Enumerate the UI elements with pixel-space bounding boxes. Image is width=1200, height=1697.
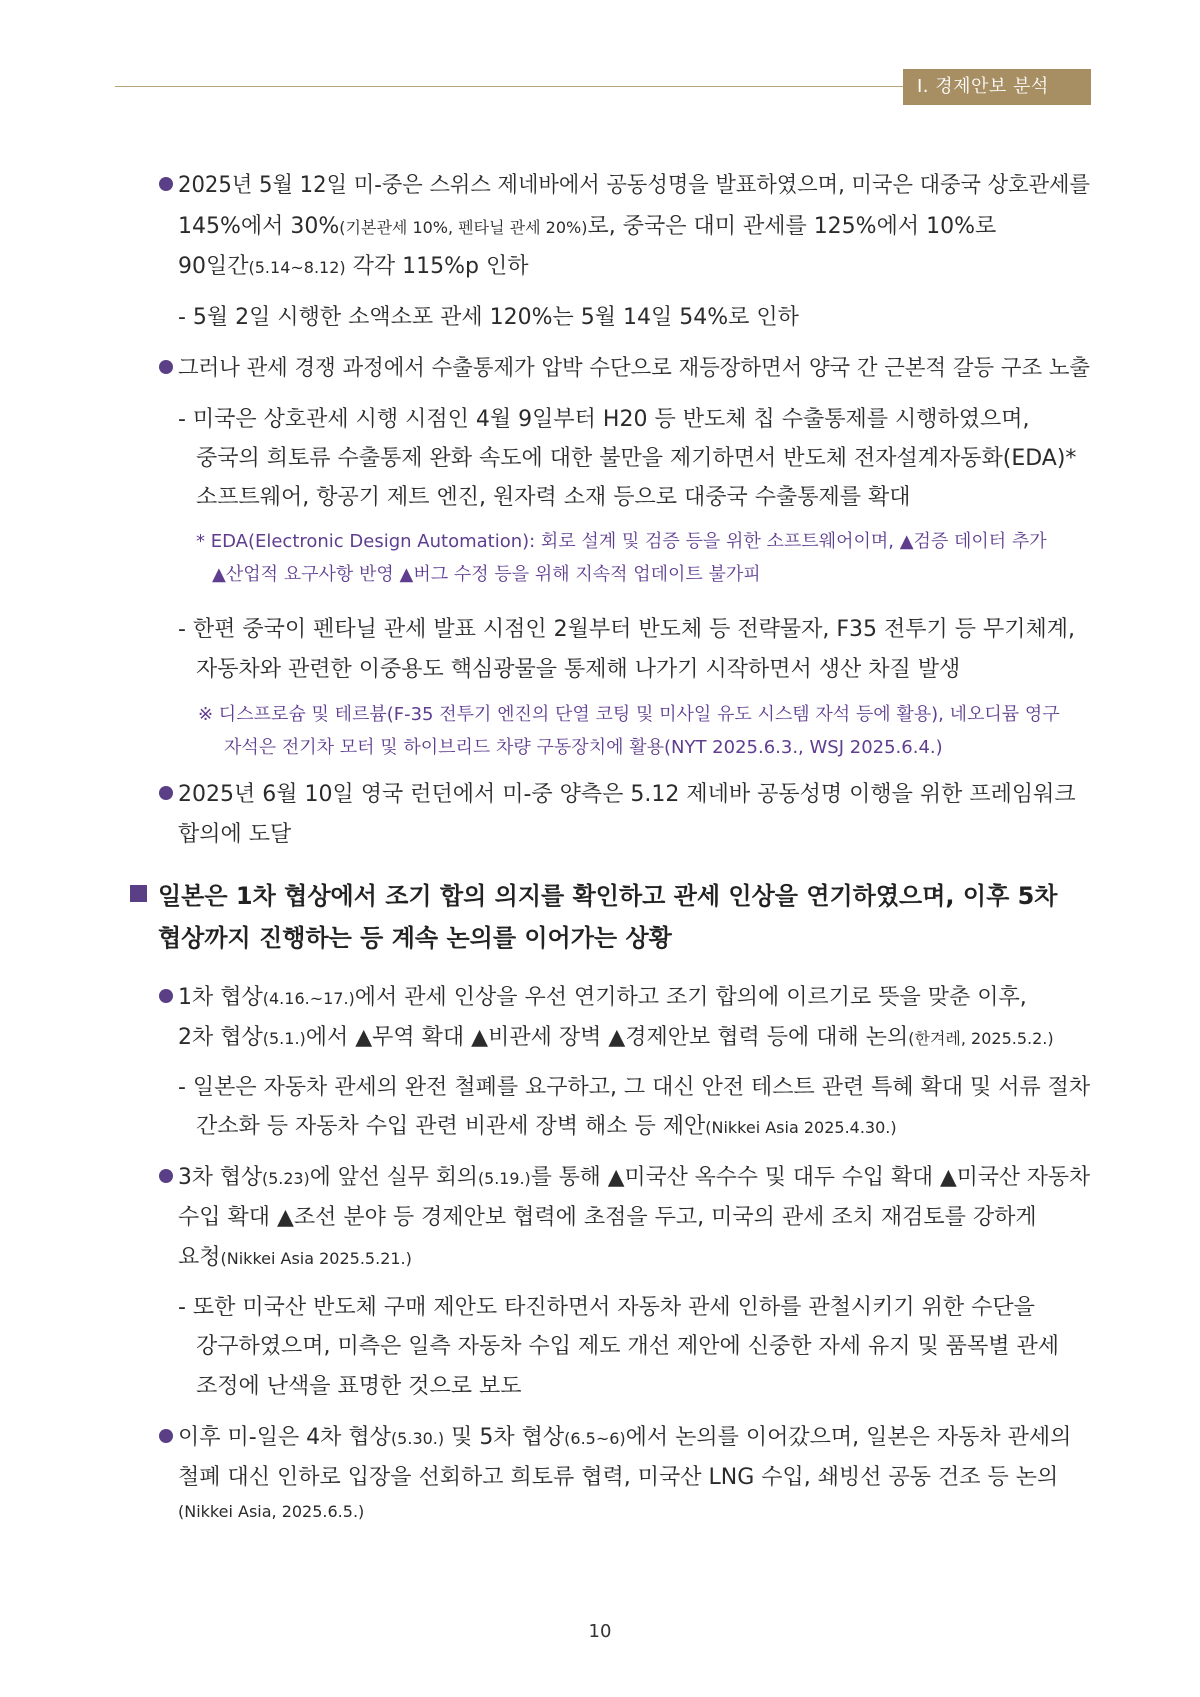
footnote: ▲산업적 요구사항 반영 ▲버그 수정 등을 위해 지속적 업데이트 불가피 bbox=[212, 564, 761, 585]
text: 이후 미-일은 4차 협상 bbox=[178, 1425, 391, 1450]
inline-note: (4.16.~17.) bbox=[262, 989, 355, 1008]
citation: (Nikkei Asia, 2025.6.5.) bbox=[178, 1502, 365, 1521]
paragraph-line: 그러나 관세 경쟁 과정에서 수출통제가 압박 수단으로 재등장하면서 양국 간 근본적 갈등 구조 노출 bbox=[178, 356, 1091, 381]
inline-note: (한겨레, 2025.5.2.) bbox=[908, 1029, 1054, 1048]
paragraph-line bbox=[178, 1420, 1071, 1451]
bullet-dot bbox=[159, 786, 173, 800]
paragraph-line bbox=[178, 1240, 412, 1271]
dash-item: 중국의 희토류 수출통제 완화 속도에 대한 불만을 제기하면서 반도체 전자설계자동화(EDA)* bbox=[196, 446, 1077, 471]
dash-item: - 5월 2일 시행한 소액소포 관세 120%는 5월 14일 54%로 인하 bbox=[178, 305, 799, 330]
text: 에 앞선 실무 회의 bbox=[309, 1165, 478, 1190]
section-heading: 협상까지 진행하는 등 계속 논의를 이어가는 상황 bbox=[158, 924, 672, 952]
inline-note: (5.30.) bbox=[390, 1429, 445, 1448]
text: 간소화 등 자동차 수입 관련 비관세 장벽 해소 등 제안 bbox=[196, 1114, 706, 1139]
text: 1차 협상 bbox=[178, 985, 263, 1010]
heading-square-icon bbox=[130, 885, 147, 902]
text: 에서 ▲무역 확대 ▲비관세 장벽 ▲경제안보 협력 등에 대해 논의 bbox=[305, 1025, 909, 1050]
dash-item: - 또한 미국산 반도체 구매 제안도 타진하면서 자동차 관세 인하를 관철시키기 위한 수단을 bbox=[178, 1295, 1035, 1320]
footnote: * EDA(Electronic Design Automation): 회로 설계 및 검증 등을 위한 소프트웨어이며, ▲검증 데이터 추가 bbox=[196, 531, 1047, 552]
text: 에서 논의를 이어갔으며, 일본은 자동차 관세의 bbox=[625, 1425, 1072, 1450]
paragraph-line bbox=[178, 980, 1027, 1011]
bullet-dot bbox=[159, 360, 173, 374]
inline-note: (5.23) bbox=[262, 1169, 310, 1188]
reference-note: 자석은 전기차 모터 및 하이브리드 차량 구동장치에 활용(NYT 2025.6.3., WSJ 2025.6.4.) bbox=[224, 737, 943, 758]
inline-note: (Nikkei Asia 2025.5.21.) bbox=[220, 1249, 412, 1268]
inline-note: (6.5~6) bbox=[564, 1429, 626, 1448]
inline-note: (5.19.) bbox=[477, 1169, 531, 1188]
paragraph-line: 2025년 6월 10일 영국 런던에서 미-중 양측은 5.12 제네바 공동성명 이행을 위한 프레임워크 bbox=[178, 782, 1076, 807]
bullet-dot bbox=[159, 989, 173, 1003]
text: 요청 bbox=[178, 1245, 221, 1270]
inline-note: (5.1.) bbox=[262, 1029, 306, 1048]
reference-note: ※ 디스프로슘 및 테르븀(F-35 전투기 엔진의 단열 코팅 및 미사일 유도 시스템 자석 등에 활용), 네오디뮴 영구 bbox=[198, 704, 1060, 725]
paragraph-line: 합의에 도달 bbox=[178, 822, 292, 847]
paragraph-line: 2025년 5월 12일 미-중은 스위스 제네바에서 공동성명을 발표하였으며, 미국은 대중국 상호관세를 bbox=[178, 173, 1090, 198]
paragraph-line bbox=[178, 1020, 1054, 1051]
dash-item: 소프트웨어, 항공기 제트 엔진, 원자력 소재 등으로 대중국 수출통제를 확대 bbox=[196, 485, 911, 510]
text: 에서 관세 인상을 우선 연기하고 조기 합의에 이르기로 뜻을 맞춘 이후, bbox=[354, 985, 1027, 1010]
header-rule bbox=[115, 86, 917, 87]
text: 90일간 bbox=[178, 254, 249, 279]
inline-note: (기본관세 10%, 펜타닐 관세 20%) bbox=[339, 218, 588, 237]
text: 145%에서 30% bbox=[178, 214, 340, 239]
paragraph-line: 철폐 대신 인하로 입장을 선회하고 희토류 협력, 미국산 LNG 수입, 쇄빙선 공동 건조 등 논의 bbox=[178, 1465, 1059, 1490]
bullet-dot bbox=[159, 1169, 173, 1183]
text: 각각 115%p 인하 bbox=[345, 254, 529, 279]
text: 로, 중국은 대미 관세를 125%에서 10%로 bbox=[587, 214, 997, 239]
text: 를 통해 ▲미국산 옥수수 및 대두 수입 확대 ▲미국산 자동차 bbox=[530, 1165, 1091, 1190]
dash-item: 자동차와 관련한 이중용도 핵심광물을 통제해 나가기 시작하면서 생산 차질 발생 bbox=[196, 657, 961, 682]
dash-item: - 미국은 상호관세 시행 시점인 4월 9일부터 H20 등 반도체 칩 수출통제를 시행하였으며, bbox=[178, 407, 1030, 432]
paragraph-line bbox=[178, 1160, 1090, 1191]
bullet-dot bbox=[159, 1429, 173, 1443]
page-number: 10 bbox=[588, 1621, 612, 1642]
section-tab: Ⅰ. 경제안보 분석 bbox=[903, 69, 1091, 105]
paragraph-line bbox=[178, 209, 996, 240]
text: 및 5차 협상 bbox=[444, 1425, 565, 1450]
dash-item: - 일본은 자동차 관세의 완전 철폐를 요구하고, 그 대신 안전 테스트 관련 특혜 확대 및 서류 절차 bbox=[178, 1075, 1091, 1100]
bullet-dot bbox=[159, 177, 173, 191]
paragraph-line bbox=[178, 249, 529, 280]
dash-item: 강구하였으며, 미측은 일측 자동차 수입 제도 개선 제안에 신중한 자세 유지 및 품목별 관세 bbox=[196, 1334, 1059, 1359]
dash-item: - 한편 중국이 펜타닐 관세 발표 시점인 2월부터 반도체 등 전략물자, F35 전투기 등 무기체계, bbox=[178, 617, 1076, 642]
paragraph-line: 수입 확대 ▲조선 분야 등 경제안보 협력에 초점을 두고, 미국의 관세 조치 재검토를 강하게 bbox=[178, 1205, 1037, 1230]
section-heading: 일본은 1차 협상에서 조기 합의 의지를 확인하고 관세 인상을 연기하였으며, 이후 5차 bbox=[158, 882, 1058, 910]
dash-item bbox=[196, 1109, 897, 1140]
text: 3차 협상 bbox=[178, 1165, 263, 1190]
inline-note: (Nikkei Asia 2025.4.30.) bbox=[705, 1118, 897, 1137]
inline-note: (5.14~8.12) bbox=[248, 258, 346, 277]
dash-item: 조정에 난색을 표명한 것으로 보도 bbox=[196, 1374, 522, 1399]
text: 2차 협상 bbox=[178, 1025, 263, 1050]
